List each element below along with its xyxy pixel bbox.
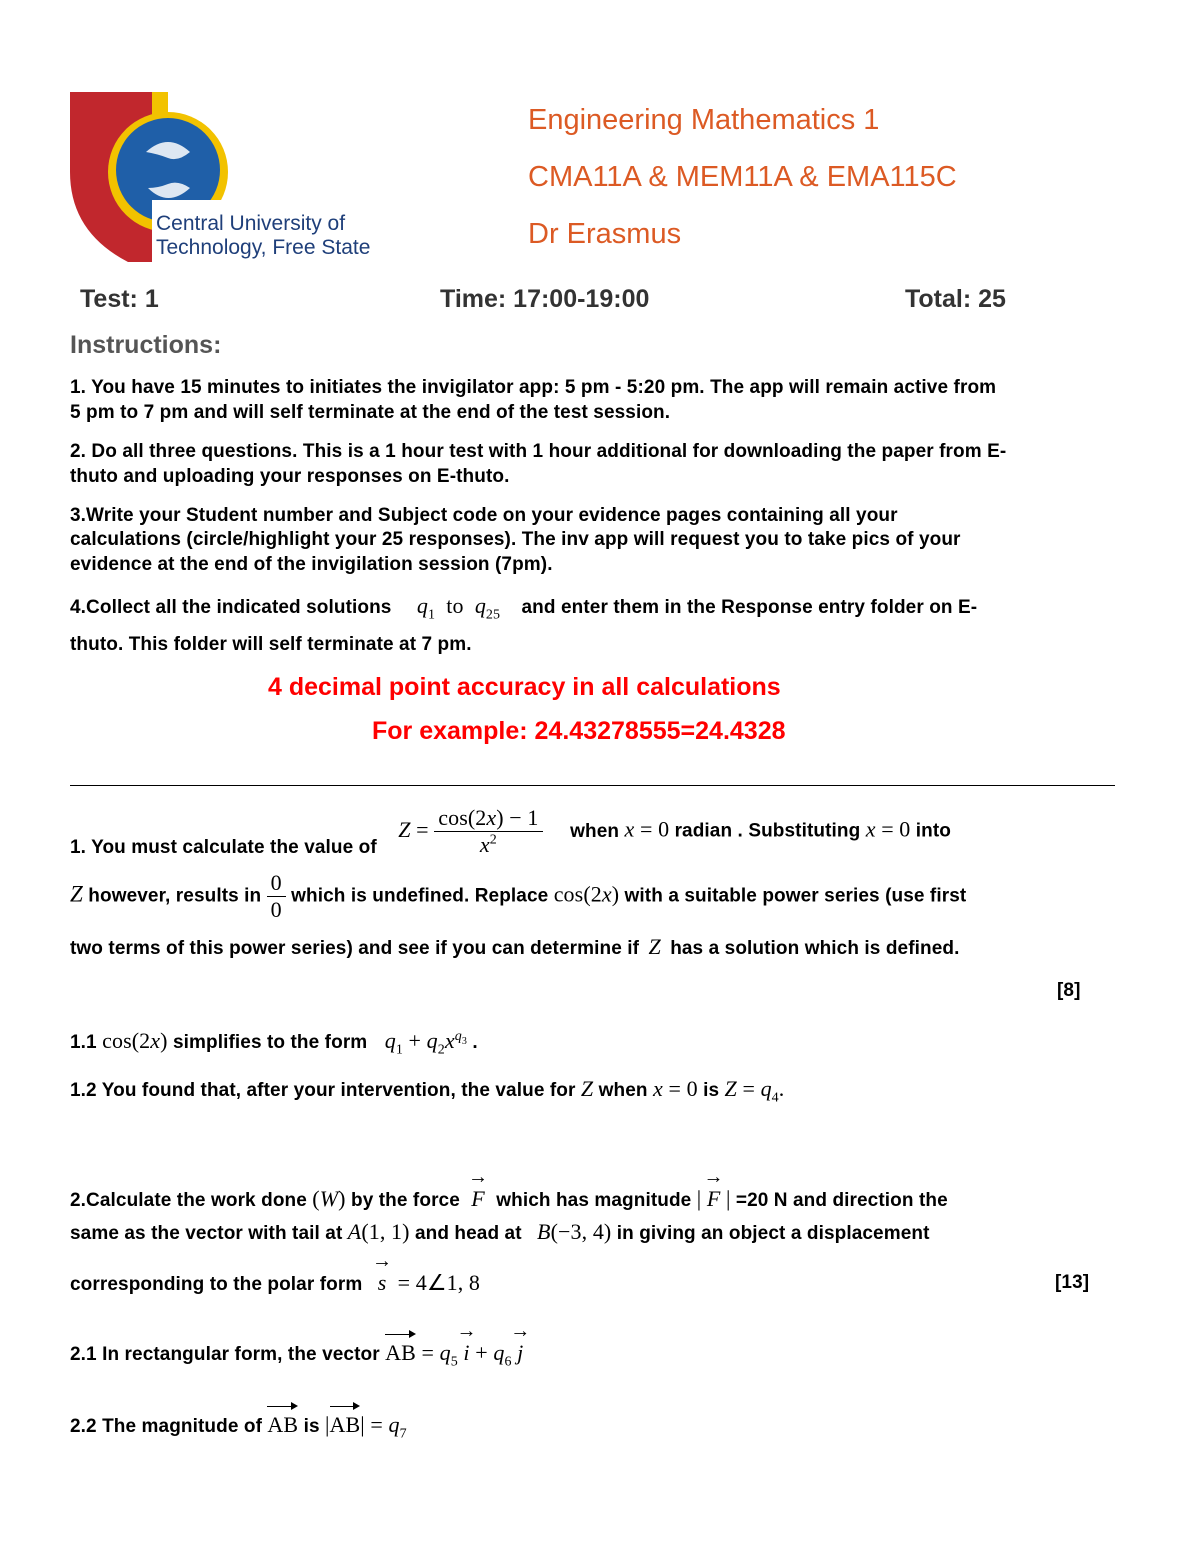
q2-point-a: A(1, 1) — [347, 1219, 410, 1244]
q1-radian: radian . Substituting — [674, 820, 861, 842]
test-time: Time: 17:00-19:00 — [440, 285, 650, 313]
instruction-4-line2: thuto. This folder will self terminate at 7 pm. — [70, 634, 472, 655]
q2-w: (W) — [312, 1186, 346, 1211]
q1-intro: 1. You must calculate the value of — [70, 836, 377, 858]
q1-defined: has a solution which is defined. — [670, 938, 960, 959]
logo-text-line1: Central University of — [156, 212, 346, 235]
q2-tail: same as the vector with tail at — [70, 1223, 343, 1244]
q2-2-is: is — [303, 1416, 320, 1437]
q2-2-ab: AB — [267, 1412, 299, 1437]
instruction-2-line1: 2. Do all three questions. This is a 1 hour test with 1 hour additional for downloading the paper from E- — [70, 441, 1007, 462]
q1-into: into — [915, 820, 952, 842]
q2-displacement: in giving an object a displacement — [616, 1223, 930, 1244]
q2-magnitude: which has magnitude — [496, 1190, 692, 1211]
q1-however: however, results in — [88, 885, 262, 907]
q1-2-when: when — [598, 1080, 648, 1101]
q1-x-eq-0-b: x = 0 — [865, 816, 911, 842]
q2-f-abs: | → F | — [697, 1186, 731, 1211]
logo-text-line2: Technology, Free State — [156, 236, 371, 259]
q2-f-vector: → F — [471, 1186, 485, 1212]
instruction-1-line1: 1. You have 15 minutes to initiates the invigilator app: 5 pm - 5:20 pm. The app will remain active from — [70, 377, 997, 398]
test-number: Test: 1 — [80, 285, 159, 313]
lecturer-name: Dr Erasmus — [528, 218, 682, 250]
q1-2-x-eq-0: x = 0 — [652, 1076, 698, 1101]
q1-2-is: is — [703, 1080, 720, 1101]
q1-2-result: $Z = q_4$. — [724, 1076, 785, 1106]
q1-zero-over-zero: $\frac{0}{0}$ — [267, 870, 286, 923]
university-logo — [68, 92, 371, 262]
instruction-4-pre: 4.Collect all the indicated solutions — [70, 597, 392, 618]
course-codes: CMA11A & MEM11A & EMA115C — [528, 161, 957, 193]
q2-polar-text: corresponding to the polar form — [70, 1274, 363, 1295]
instructions-heading: Instructions: — [70, 331, 222, 359]
q2-magnitude-value: =20 N and direction the — [735, 1190, 948, 1211]
instruction-4-line1 — [70, 593, 977, 623]
q2-line3 — [70, 1270, 480, 1296]
accuracy-example: For example: 24.43278555=24.4328 — [372, 717, 786, 745]
instruction-4-post: and enter them in the Response entry folder on E- — [521, 597, 978, 618]
instruction-3-line2: calculations (circle/highlight your 25 responses). The inv app will request you to take pics of your — [70, 529, 961, 550]
q1-line1 — [70, 805, 951, 865]
q1-1-form: $q_1 + q_2x^{q_3}$ — [384, 1028, 467, 1058]
q1-determine: two terms of this power series) and see if you can determine if — [70, 938, 640, 959]
q1-z-formula: Z = $\frac{\cos(2x) - 1}{x^2}$ — [398, 817, 548, 842]
q2-1-formula: AB = $q_5 \to i + q_6 \to j$ — [385, 1340, 523, 1365]
q1-line2 — [70, 870, 966, 923]
q2-1-text: 2.1 In rectangular form, the vector — [70, 1344, 380, 1365]
q1-1-label: 1.1 — [70, 1032, 97, 1053]
section-divider — [70, 785, 1115, 786]
q1-1 — [70, 1028, 478, 1058]
q2-point-b: B(−3, 4) — [537, 1219, 612, 1244]
q2-2-text: 2.2 The magnitude of — [70, 1416, 263, 1437]
q1-x-eq-0: x = 0 — [624, 816, 670, 842]
q1-z-symbol: Z — [70, 881, 83, 907]
instruction-2-line2: thuto and uploading your responses on E-thuto. — [70, 466, 510, 487]
instruction-3-line3: evidence at the end of the invigilation session (7pm). — [70, 554, 553, 575]
q1-when: when — [570, 820, 620, 842]
instruction-3-line1: 3.Write your Student number and Subject code on your evidence pages containing all your — [70, 505, 898, 526]
q1-2 — [70, 1076, 784, 1106]
q2-force: by the force — [351, 1190, 460, 1211]
q1-with: with a suitable power series (use first — [624, 885, 967, 907]
q1-1-cos2x: cos(2x) — [102, 1028, 168, 1053]
q1-undefined: which is undefined. Replace — [291, 885, 549, 907]
q2-marks: [13] — [1055, 1272, 1090, 1293]
q1-cos2x: cos(2x) — [553, 881, 620, 907]
q2-1 — [70, 1340, 523, 1370]
instruction-4-math: $q_1$ to $q_{25}$ — [416, 593, 501, 623]
q1-line3 — [70, 934, 959, 960]
test-total: Total: 25 — [905, 285, 1006, 313]
q2-head: and head at — [414, 1223, 522, 1244]
q2-polar-form: → s = 4∠1, 8 — [378, 1270, 480, 1295]
course-title: Engineering Mathematics 1 — [528, 104, 880, 136]
q1-marks: [8] — [1057, 980, 1081, 1001]
q1-1-text: simplifies to the form — [172, 1032, 368, 1053]
instruction-1-line2: 5 pm to 7 pm and will self terminate at the end of the test session. — [70, 402, 671, 423]
q1-2-z: Z — [580, 1076, 594, 1101]
q2-line2 — [70, 1219, 930, 1245]
q1-2-text: 1.2 You found that, after your intervention, the value for — [70, 1080, 576, 1101]
q1-1-period: . — [472, 1032, 478, 1053]
accuracy-note: 4 decimal point accuracy in all calculations — [268, 673, 781, 701]
q2-intro: 2.Calculate the work done — [70, 1190, 307, 1211]
q2-2-formula: $|AB| = q_7$ — [325, 1412, 407, 1442]
q2-2 — [70, 1412, 407, 1442]
q1-z-symbol-b: Z — [648, 934, 661, 959]
q2-line1 — [70, 1186, 948, 1212]
